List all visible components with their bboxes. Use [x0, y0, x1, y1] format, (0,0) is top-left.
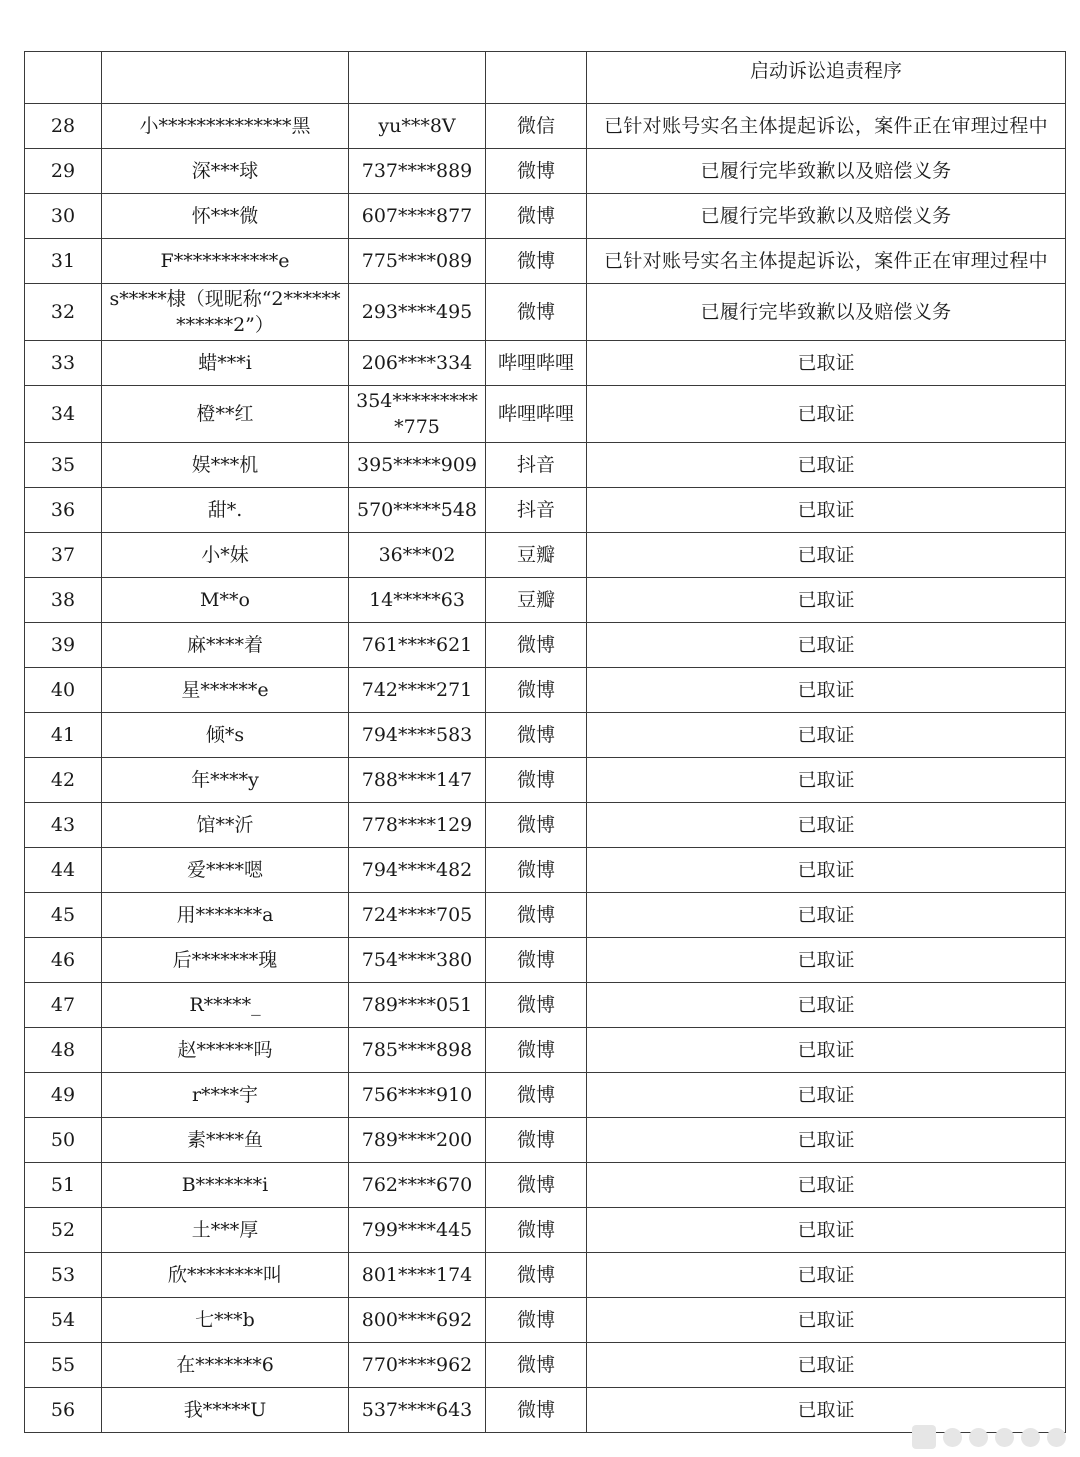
row-index-cell: 46	[25, 938, 102, 983]
row-account-id-cell: 742****271	[349, 668, 486, 713]
row-index-cell: 55	[25, 1343, 102, 1388]
watermark-dot-icon	[995, 1428, 1014, 1447]
table-row	[25, 1343, 1066, 1388]
row-account-id-cell: 800****692	[349, 1298, 486, 1343]
row-name-cell: M**o	[102, 578, 349, 623]
row-platform-cell: 微博	[486, 1208, 587, 1253]
row-status-cell: 已取证	[587, 488, 1066, 533]
row-status-cell: 已针对账号实名主体提起诉讼，案件正在审理过程中	[587, 104, 1066, 149]
table-row	[25, 1298, 1066, 1343]
row-account-id-cell: 14*****63	[349, 578, 486, 623]
row-status-cell: 已取证	[587, 983, 1066, 1028]
table-row	[25, 1388, 1066, 1433]
row-platform-cell: 微博	[486, 149, 587, 194]
row-status-cell: 已取证	[587, 1253, 1066, 1298]
table-row	[25, 713, 1066, 758]
row-account-id-cell: 354**********775	[349, 386, 486, 443]
row-index-cell: 30	[25, 194, 102, 239]
row-index-cell: 29	[25, 149, 102, 194]
row-account-id-cell: 761****621	[349, 623, 486, 668]
row-platform-cell: 微博	[486, 239, 587, 284]
row-index-cell: 48	[25, 1028, 102, 1073]
record-table	[24, 51, 1066, 1433]
row-name-cell: 星******e	[102, 668, 349, 713]
table-row	[25, 758, 1066, 803]
row-name-cell: F***********e	[102, 239, 349, 284]
row-platform-cell: 豆瓣	[486, 578, 587, 623]
row-status-cell: 已取证	[587, 1028, 1066, 1073]
row-platform-cell: 微博	[486, 668, 587, 713]
row-index-cell: 53	[25, 1253, 102, 1298]
row-platform-cell: 微博	[486, 1298, 587, 1343]
row-status-cell: 已取证	[587, 578, 1066, 623]
row-index-cell: 28	[25, 104, 102, 149]
row-account-id-cell: 775****089	[349, 239, 486, 284]
row-account-id-cell: 794****583	[349, 713, 486, 758]
row-index-cell: 39	[25, 623, 102, 668]
table-row	[25, 803, 1066, 848]
row-index-cell: 54	[25, 1298, 102, 1343]
row-status-cell: 已取证	[587, 1073, 1066, 1118]
row-name-cell: B*******i	[102, 1163, 349, 1208]
table-row	[25, 623, 1066, 668]
row-status-cell: 已取证	[587, 1298, 1066, 1343]
row-status-cell: 已取证	[587, 1388, 1066, 1433]
row-name-cell: 后*******瑰	[102, 938, 349, 983]
table-row	[25, 848, 1066, 893]
row-name-cell: 麻****着	[102, 623, 349, 668]
row-name-cell: 用*******a	[102, 893, 349, 938]
row-name-cell: 倾*s	[102, 713, 349, 758]
header-status: 启动诉讼追责程序	[587, 52, 1066, 104]
row-name-cell: 年****y	[102, 758, 349, 803]
row-status-cell: 已取证	[587, 803, 1066, 848]
row-status-cell: 已取证	[587, 443, 1066, 488]
row-status-cell: 已履行完毕致歉以及赔偿义务	[587, 149, 1066, 194]
row-account-id-cell: 537****643	[349, 1388, 486, 1433]
row-account-id-cell: 762****670	[349, 1163, 486, 1208]
row-account-id-cell: 788****147	[349, 758, 486, 803]
row-name-cell: 在*******6	[102, 1343, 349, 1388]
row-account-id-cell: 724****705	[349, 893, 486, 938]
row-index-cell: 51	[25, 1163, 102, 1208]
row-index-cell: 45	[25, 893, 102, 938]
row-index-cell: 43	[25, 803, 102, 848]
row-index-cell: 49	[25, 1073, 102, 1118]
row-account-id-cell: 395*****909	[349, 443, 486, 488]
row-status-cell: 已取证	[587, 893, 1066, 938]
watermark-square-icon	[912, 1425, 936, 1449]
row-account-id-cell: 607****877	[349, 194, 486, 239]
row-account-id-cell: 206****334	[349, 341, 486, 386]
table-row	[25, 1073, 1066, 1118]
row-status-cell: 已取证	[587, 341, 1066, 386]
header-name	[102, 52, 349, 104]
row-name-cell: 赵******吗	[102, 1028, 349, 1073]
row-status-cell: 已取证	[587, 713, 1066, 758]
row-index-cell: 35	[25, 443, 102, 488]
table-row	[25, 1253, 1066, 1298]
table-row	[25, 443, 1066, 488]
row-status-cell: 已取证	[587, 848, 1066, 893]
watermark-dot-icon	[1021, 1428, 1040, 1447]
row-platform-cell: 微博	[486, 284, 587, 341]
header-platform	[486, 52, 587, 104]
row-platform-cell: 抖音	[486, 443, 587, 488]
row-name-cell: 爱****嗯	[102, 848, 349, 893]
row-platform-cell: 哔哩哔哩	[486, 386, 587, 443]
row-index-cell: 41	[25, 713, 102, 758]
watermark-dot-icon	[943, 1428, 962, 1447]
row-index-cell: 32	[25, 284, 102, 341]
row-index-cell: 50	[25, 1118, 102, 1163]
row-index-cell: 42	[25, 758, 102, 803]
row-platform-cell: 抖音	[486, 488, 587, 533]
row-platform-cell: 微博	[486, 893, 587, 938]
row-status-cell: 已取证	[587, 758, 1066, 803]
row-platform-cell: 微博	[486, 1163, 587, 1208]
row-account-id-cell: 778****129	[349, 803, 486, 848]
row-platform-cell: 微博	[486, 1343, 587, 1388]
row-platform-cell: 微博	[486, 1028, 587, 1073]
row-platform-cell: 哔哩哔哩	[486, 341, 587, 386]
row-index-cell: 44	[25, 848, 102, 893]
row-account-id-cell: 789****200	[349, 1118, 486, 1163]
row-name-cell: r****宇	[102, 1073, 349, 1118]
table-row	[25, 341, 1066, 386]
image-count-watermark	[912, 1425, 1066, 1449]
row-name-cell: 小*妹	[102, 533, 349, 578]
row-index-cell: 40	[25, 668, 102, 713]
row-account-id-cell: 36***02	[349, 533, 486, 578]
table-row	[25, 1028, 1066, 1073]
header-row	[25, 52, 1066, 104]
row-account-id-cell: 293****495	[349, 284, 486, 341]
table-row	[25, 239, 1066, 284]
row-status-cell: 已取证	[587, 938, 1066, 983]
row-account-id-cell: 756****910	[349, 1073, 486, 1118]
row-status-cell: 已取证	[587, 623, 1066, 668]
watermark-dot-icon	[1047, 1428, 1066, 1447]
row-status-cell: 已取证	[587, 386, 1066, 443]
table-row	[25, 1118, 1066, 1163]
row-index-cell: 36	[25, 488, 102, 533]
row-index-cell: 52	[25, 1208, 102, 1253]
row-name-cell: 橙**红	[102, 386, 349, 443]
table-row	[25, 386, 1066, 443]
row-name-cell: s*****棣（现昵称“2************2”）	[102, 284, 349, 341]
row-status-cell: 已取证	[587, 1208, 1066, 1253]
row-platform-cell: 微博	[486, 1118, 587, 1163]
row-name-cell: 馆**沂	[102, 803, 349, 848]
row-platform-cell: 豆瓣	[486, 533, 587, 578]
table-row	[25, 533, 1066, 578]
table-row	[25, 284, 1066, 341]
table-row	[25, 668, 1066, 713]
row-name-cell: 七***b	[102, 1298, 349, 1343]
row-status-cell: 已取证	[587, 668, 1066, 713]
row-index-cell: 31	[25, 239, 102, 284]
row-index-cell: 38	[25, 578, 102, 623]
row-platform-cell: 微博	[486, 758, 587, 803]
row-name-cell: 我*****U	[102, 1388, 349, 1433]
row-index-cell: 33	[25, 341, 102, 386]
table-row	[25, 149, 1066, 194]
table-body	[25, 52, 1066, 1433]
header-account-id	[349, 52, 486, 104]
row-index-cell: 47	[25, 983, 102, 1028]
row-status-cell: 已针对账号实名主体提起诉讼，案件正在审理过程中	[587, 239, 1066, 284]
row-account-id-cell: 799****445	[349, 1208, 486, 1253]
row-platform-cell: 微博	[486, 1388, 587, 1433]
table-row	[25, 983, 1066, 1028]
row-account-id-cell: 770****962	[349, 1343, 486, 1388]
row-name-cell: 甜*.	[102, 488, 349, 533]
row-platform-cell: 微博	[486, 1253, 587, 1298]
row-platform-cell: 微博	[486, 1073, 587, 1118]
table-row	[25, 1208, 1066, 1253]
row-status-cell: 已取证	[587, 533, 1066, 578]
row-platform-cell: 微博	[486, 623, 587, 668]
row-account-id-cell: 794****482	[349, 848, 486, 893]
row-account-id-cell: yu***8V	[349, 104, 486, 149]
row-account-id-cell: 789****051	[349, 983, 486, 1028]
row-status-cell: 已履行完毕致歉以及赔偿义务	[587, 194, 1066, 239]
row-name-cell: 怀***微	[102, 194, 349, 239]
table-row	[25, 1163, 1066, 1208]
row-name-cell: 小**************黑	[102, 104, 349, 149]
row-name-cell: 娱***机	[102, 443, 349, 488]
row-platform-cell: 微博	[486, 983, 587, 1028]
header-index	[25, 52, 102, 104]
table-row	[25, 938, 1066, 983]
table-row	[25, 104, 1066, 149]
row-index-cell: 37	[25, 533, 102, 578]
row-platform-cell: 微博	[486, 713, 587, 758]
table-row	[25, 893, 1066, 938]
row-name-cell: 深***球	[102, 149, 349, 194]
row-status-cell: 已取证	[587, 1163, 1066, 1208]
table-row	[25, 194, 1066, 239]
row-platform-cell: 微博	[486, 803, 587, 848]
row-status-cell: 已取证	[587, 1343, 1066, 1388]
row-account-id-cell: 785****898	[349, 1028, 486, 1073]
row-account-id-cell: 737****889	[349, 149, 486, 194]
row-status-cell: 已取证	[587, 1118, 1066, 1163]
row-status-cell: 已履行完毕致歉以及赔偿义务	[587, 284, 1066, 341]
row-index-cell: 56	[25, 1388, 102, 1433]
row-name-cell: 素****鱼	[102, 1118, 349, 1163]
row-account-id-cell: 570*****548	[349, 488, 486, 533]
watermark-dot-icon	[969, 1428, 988, 1447]
row-name-cell: 土***厚	[102, 1208, 349, 1253]
row-platform-cell: 微信	[486, 104, 587, 149]
row-platform-cell: 微博	[486, 848, 587, 893]
table-row	[25, 578, 1066, 623]
row-index-cell: 34	[25, 386, 102, 443]
row-platform-cell: 微博	[486, 194, 587, 239]
row-account-id-cell: 754****380	[349, 938, 486, 983]
table-row	[25, 488, 1066, 533]
row-account-id-cell: 801****174	[349, 1253, 486, 1298]
row-name-cell: 蜡***i	[102, 341, 349, 386]
row-name-cell: 欣********叫	[102, 1253, 349, 1298]
row-platform-cell: 微博	[486, 938, 587, 983]
row-name-cell: R*****_	[102, 983, 349, 1028]
